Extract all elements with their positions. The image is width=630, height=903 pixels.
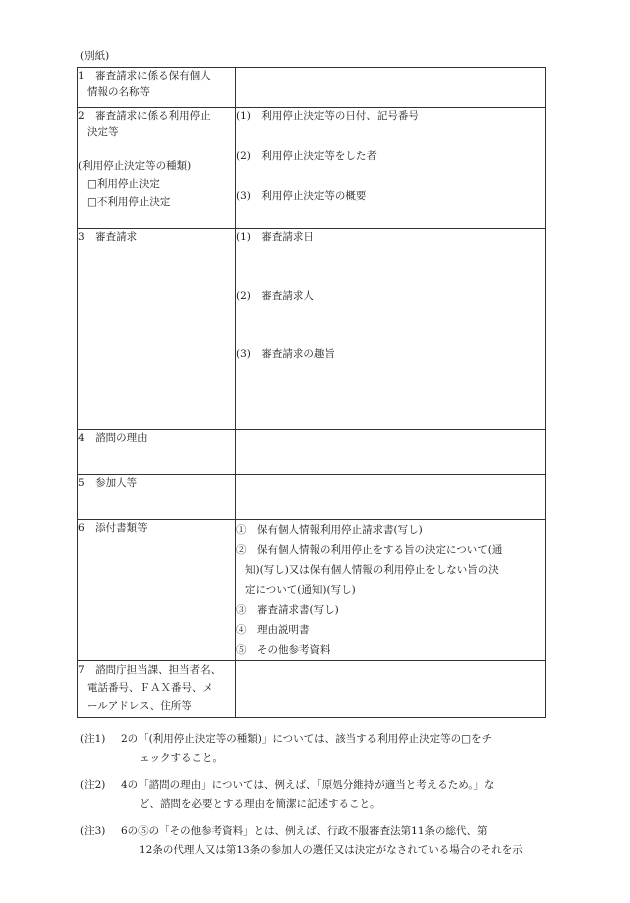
note-3 <box>80 822 550 860</box>
row1-value-cell <box>236 68 546 108</box>
row1-label-line: 1 審査請求に係る保有個人 <box>78 70 211 82</box>
row-review-request <box>78 229 546 430</box>
row2-item-3: (3) 利用停止決定等の概要 <box>236 190 367 202</box>
row2-value-cell <box>236 108 546 229</box>
row6-value-cell <box>236 520 546 661</box>
note-text-cont: ど、諮問を必要とする理由を簡潔に記述すること。 <box>139 798 381 810</box>
row3-label-cell <box>78 229 236 430</box>
attached-doc-3: ③ 審査請求書(写し) <box>236 604 339 616</box>
row-inquiry-reason <box>78 430 546 475</box>
row5-label-cell <box>78 475 236 520</box>
row2-item-1: (1) 利用停止決定等の日付、記号番号 <box>236 110 419 122</box>
checkbox-suspension-decision: □利用停止決定 <box>87 178 160 190</box>
row6-label-cell <box>78 520 236 661</box>
row6-label-line: 6 添付書類等 <box>78 522 148 534</box>
note-1 <box>80 730 550 768</box>
row3-item-3: (3) 審査請求の趣旨 <box>236 348 335 360</box>
note-2 <box>80 776 550 814</box>
row2-item-2: (2) 利用停止決定等をした者 <box>236 150 377 162</box>
note-label: (注3) <box>80 825 106 837</box>
row2-label-line: 決定等 <box>87 126 119 138</box>
row2-label-cell <box>78 108 236 229</box>
attached-doc-1: ① 保有個人情報利用停止請求書(写し) <box>236 524 423 536</box>
row4-label-cell <box>78 430 236 475</box>
row-attached-documents <box>78 520 546 661</box>
attachment-label: (別紙) <box>80 50 110 62</box>
review-request-form-table <box>77 67 546 718</box>
note-text-cont: 12条の代理人又は第13条の参加人の選任又は決定がなされている場合のそれを示 <box>139 844 523 856</box>
row4-value-cell <box>236 430 546 475</box>
row4-label-line: 4 諮問の理由 <box>78 432 148 444</box>
row7-value-cell <box>236 661 546 718</box>
row5-value-cell <box>236 475 546 520</box>
row-suspension-decision <box>78 108 546 229</box>
decision-type-heading: (利用停止決定等の種類) <box>78 160 192 172</box>
row-personal-info-name <box>78 68 546 108</box>
row3-label-line: 3 審査請求 <box>78 231 138 243</box>
row-participants <box>78 475 546 520</box>
attached-doc-2: ② 保有個人情報の利用停止をする旨の決定について(通 <box>236 544 503 556</box>
row3-value-cell <box>236 229 546 430</box>
row1-label-line: 情報の名称等 <box>87 86 150 98</box>
note-text: 4の「諮問の理由」については、例えば、「原処分維持が適当と考えるため。」な <box>121 779 495 791</box>
row1-label-cell <box>78 68 236 108</box>
row7-label-line: 電話番号、ＦＡＸ番号、メ <box>87 682 213 694</box>
attached-doc-4: ④ 理由説明書 <box>236 624 310 636</box>
attached-doc-2-cont: 定について(通知)(写し) <box>245 584 356 596</box>
row-contact-info <box>78 661 546 718</box>
notes-section <box>80 730 550 868</box>
attached-doc-2-cont: 知)(写し)又は保有個人情報の利用停止をしない旨の決 <box>245 564 499 576</box>
row7-label-cell <box>78 661 236 718</box>
row2-label-line: 2 審査請求に係る利用停止 <box>78 110 211 122</box>
note-label: (注2) <box>80 779 106 791</box>
row7-label-line: 7 諮問庁担当課、担当者名、 <box>78 664 222 676</box>
note-text-cont: ェックすること。 <box>139 752 223 764</box>
checkbox-non-suspension-decision: □不利用停止決定 <box>87 196 171 208</box>
attached-doc-5: ⑤ その他参考資料 <box>236 644 331 656</box>
note-text: 6の⑤の「その他参考資料」とは、例えば、行政不服審査法第11条の総代、第 <box>121 825 488 837</box>
note-text: 2の「(利用停止決定等の種類)」については、該当する利用停止決定等の□をチ <box>121 733 493 745</box>
row7-label-line: ールアドレス、住所等 <box>87 700 192 712</box>
row3-item-1: (1) 審査請求日 <box>236 231 314 243</box>
row3-item-2: (2) 審査請求人 <box>236 290 314 302</box>
row5-label-line: 5 参加人等 <box>78 477 138 489</box>
note-label: (注1) <box>80 733 106 745</box>
